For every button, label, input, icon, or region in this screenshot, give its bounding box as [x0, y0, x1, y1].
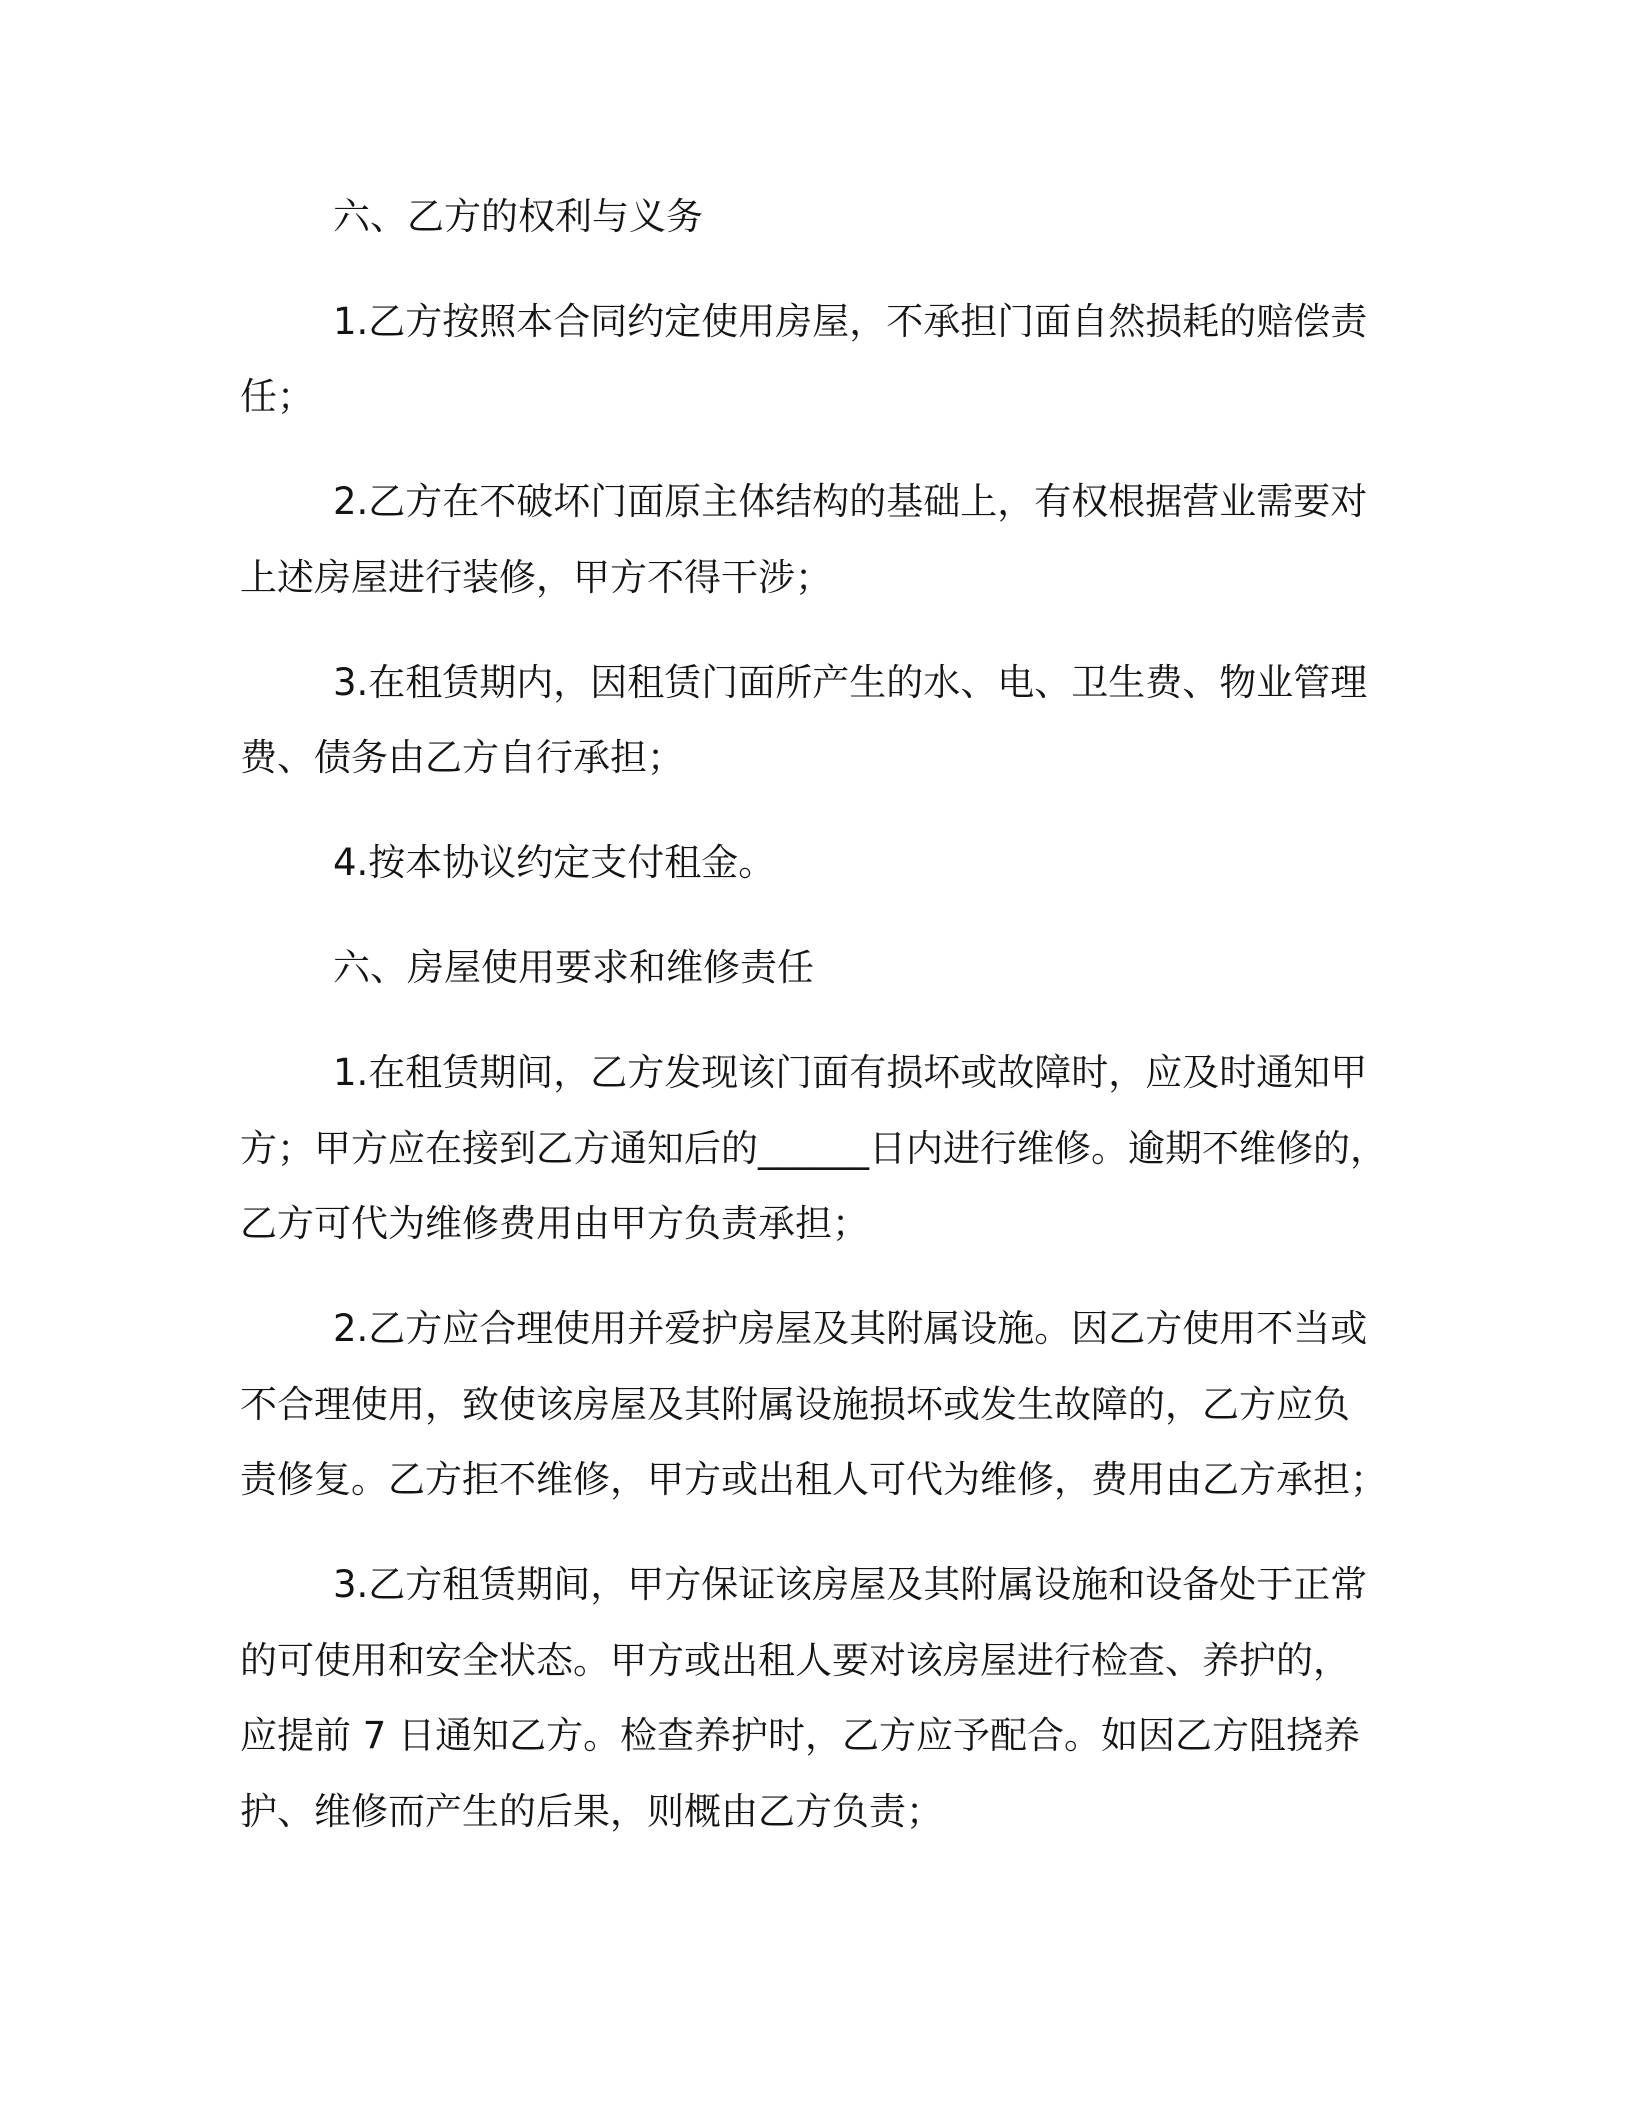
- text-line: 1.在租赁期间，乙方发现该门面有损坏或故障时，应及时通知甲: [333, 1051, 1368, 1095]
- repair-clause-3: [240, 1547, 1540, 1849]
- text-line: 责修复。乙方拒不维修，甲方或出租人可代为维修，费用由乙方承担；: [240, 1458, 1387, 1502]
- text-line: 乙方可代为维修费用由甲方负责承担；: [240, 1202, 869, 1246]
- text-line: 方；甲方应在接到乙方通知后的______日内进行维修。逾期不维修的，: [240, 1126, 1387, 1170]
- section-heading-rights-obligations: [240, 179, 1540, 255]
- clause-3: [240, 645, 1540, 796]
- text-line: 2.乙方应合理使用并爱护房屋及其附属设施。因乙方使用不当或: [333, 1307, 1368, 1351]
- clause-4: [240, 825, 1540, 901]
- text-line: 费、债务由乙方自行承担；: [240, 736, 684, 780]
- text-line: 任；: [240, 375, 314, 419]
- repair-clause-1: [240, 1035, 1540, 1262]
- text-line: 的可使用和安全状态。甲方或出租人要对该房屋进行检查、养护的，: [240, 1638, 1350, 1682]
- text-line: 1.乙方按照本合同约定使用房屋，不承担门面自然损耗的赔偿责: [333, 299, 1368, 343]
- text-line: 应提前 7 日通知乙方。检查养护时，乙方应予配合。如因乙方阻挠养: [240, 1714, 1361, 1758]
- repair-clause-2: [240, 1291, 1540, 1518]
- text-line: 2.乙方在不破坏门面原主体结构的基础上，有权根据营业需要对: [333, 480, 1368, 524]
- clause-2: [240, 464, 1540, 615]
- text-line: 4.按本协议约定支付租金。: [333, 841, 776, 885]
- text-line: 不合理使用，致使该房屋及其附属设施损坏或发生故障的，乙方应负: [240, 1382, 1350, 1426]
- text-line: 3.在租赁期内，因租赁门面所产生的水、电、卫生费、物业管理: [333, 660, 1368, 704]
- heading-text: 六、乙方的权利与义务: [333, 195, 703, 238]
- clause-1: [240, 284, 1540, 435]
- text-line: 3.乙方租赁期间，甲方保证该房屋及其附属设施和设备处于正常: [333, 1563, 1368, 1607]
- heading-text: 六、房屋使用要求和维修责任: [333, 946, 814, 990]
- document-body: [240, 179, 1540, 1879]
- text-line: 上述房屋进行装修，甲方不得干涉；: [240, 555, 832, 599]
- section-heading-usage-repair: [240, 930, 1540, 1006]
- text-line: 护、维修而产生的后果，则概由乙方负责；: [240, 1790, 943, 1834]
